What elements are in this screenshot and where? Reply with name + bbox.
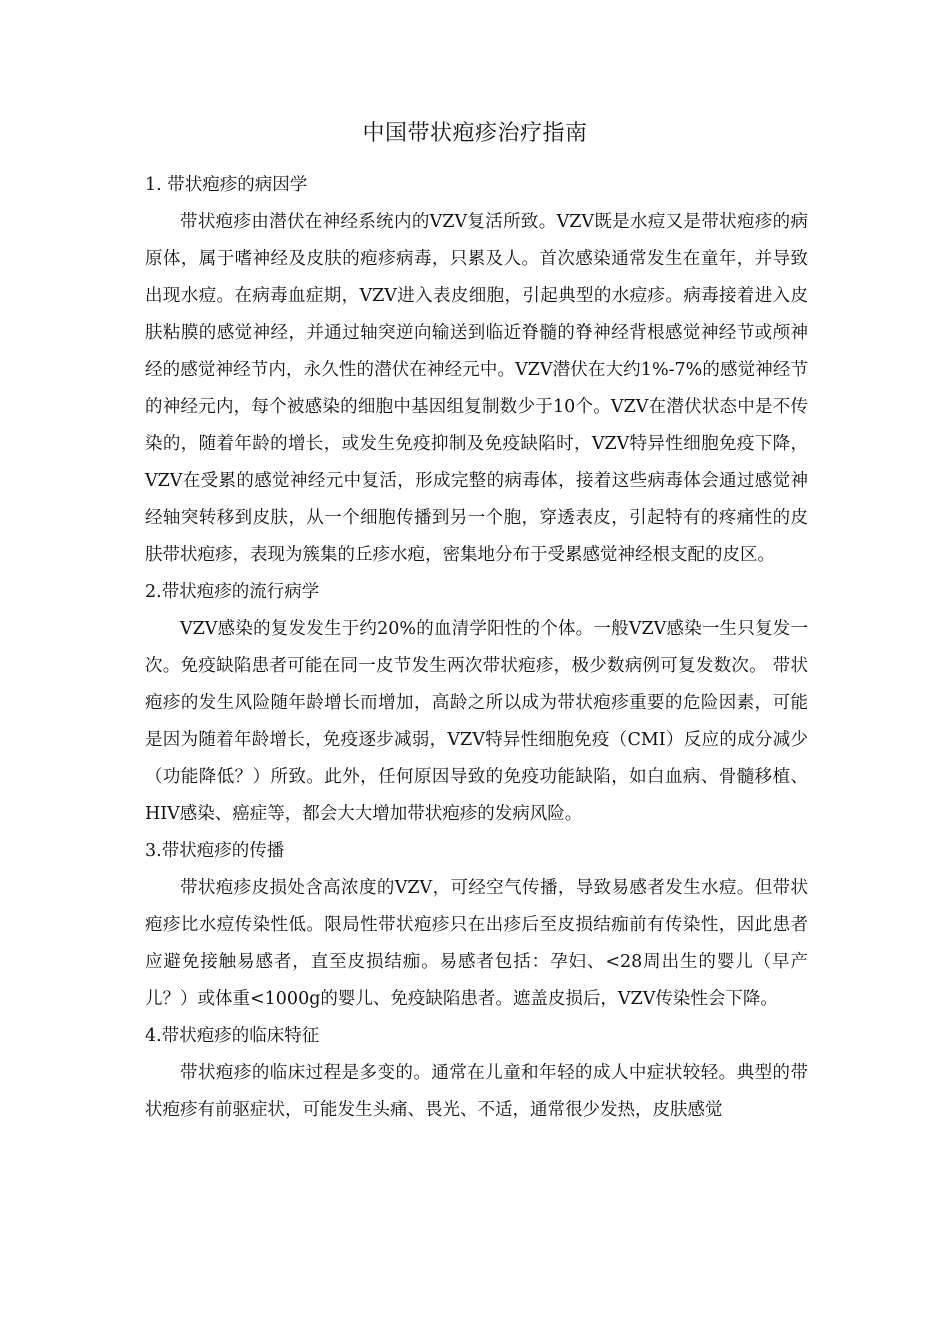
section-paragraph: VZV感染的复发发生于约20%的血清学阳性的个体。一般VZV感染一生只复发一次。免疫缺陷患者可能在同一皮节发生两次带状疱疹，极少数病例可复发数次。 带状疱疹的发生风险随年龄增长而增加，高龄之所以成为带状疱疹重要的危险因素，可能是因为随着年龄增长，免疫逐步减弱，VZV特异性细胞免疫（CMI）反应的成分减少（功能降低？）所致。此外，任何原因导致的免疫功能缺陷，如白血病、骨髓移植、HIV感染、癌症等，都会大大增加带状疱疹的发病风险。 [145, 619, 808, 824]
document-body [145, 167, 808, 1129]
section-heading: 4.带状疱疹的临床特征 [145, 1026, 320, 1046]
section-heading: 1. 带状疱疹的病因学 [145, 175, 308, 195]
section-clinical-features [145, 1018, 808, 1129]
section-heading: 3.带状疱疹的传播 [145, 841, 285, 861]
section-transmission [145, 833, 808, 1018]
section-paragraph: 带状疱疹的临床过程是多变的。通常在儿童和年轻的成人中症状较轻。典型的带状疱疹有前驱症状，可能发生头痛、畏光、不适，通常很少发热，皮肤感觉 [145, 1063, 808, 1120]
section-epidemiology [145, 574, 808, 833]
section-etiology [145, 167, 808, 574]
section-paragraph: 带状疱疹由潜伏在神经系统内的VZV复活所致。VZV既是水痘又是带状疱疹的病原体，属于嗜神经及皮肤的疱疹病毒，只累及人。首次感染通常发生在童年，并导致出现水痘。在病毒血症期，VZV进入表皮细胞，引起典型的水痘疹。病毒接着进入皮肤粘膜的感觉神经，并通过轴突逆向输送到临近脊髓的脊神经背根感觉神经节或颅神经的感觉神经节内，永久性的潜伏在神经元中。VZV潜伏在大约1%-7%的感觉神经节的神经元内，每个被感染的细胞中基因组复制数少于10个。VZV在潜伏状态中是不传染的，随着年龄的增长，或发生免疫抑制及免疫缺陷时，VZV特异性细胞免疫下降，VZV在受累的感觉神经元中复活，形成完整的病毒体，接着这些病毒体会通过感觉神经轴突转移到皮肤，从一个细胞传播到另一个胞，穿透表皮，引起特有的疼痛性的皮肤带状疱疹，表现为簇集的丘疹水疱，密集地分布于受累感觉神经根支配的皮区。 [145, 212, 808, 565]
document-title: 中国带状疱疹治疗指南 [362, 121, 588, 146]
section-paragraph: 带状疱疹皮损处含高浓度的VZV，可经空气传播，导致易感者发生水痘。但带状疱疹比水痘传染性低。限局性带状疱疹只在出疹后至皮损结痂前有传染性，因此患者应避免接触易感者，直至皮损结痂。易感者包括：孕妇、<28周出生的婴儿（早产儿？）或体重<1000g的婴儿、免疫缺陷患者。遮盖皮损后，VZV传染性会下降。 [145, 878, 808, 1009]
section-heading: 2.带状疱疹的流行病学 [145, 582, 320, 602]
